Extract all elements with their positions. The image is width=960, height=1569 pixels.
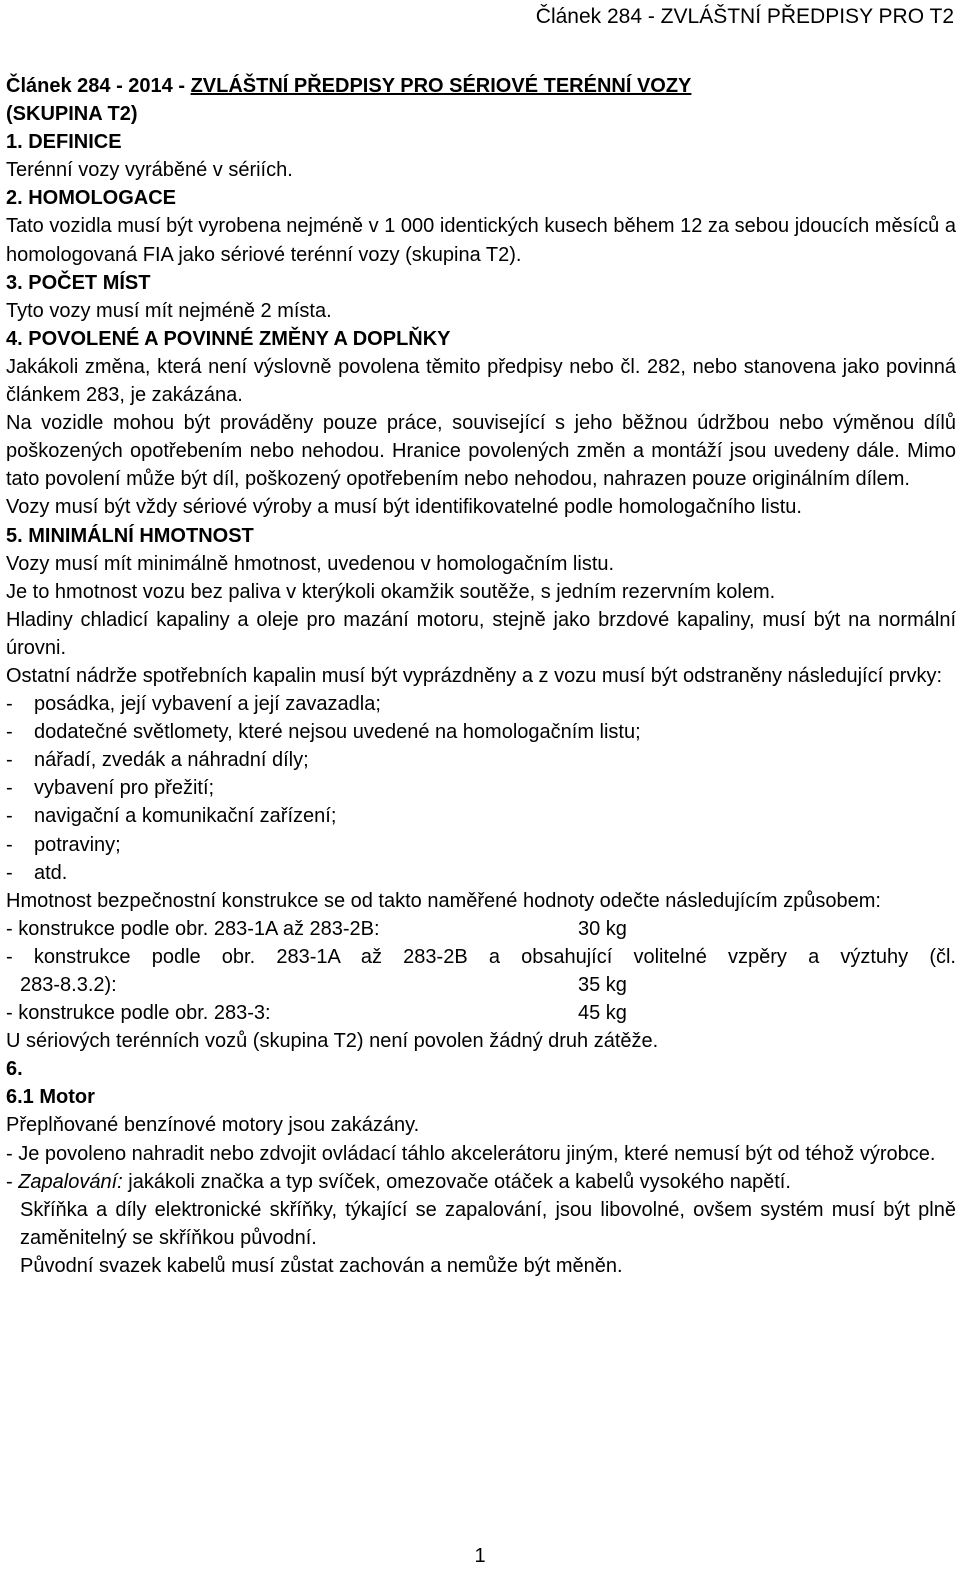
weight-row-label: - konstrukce podle obr. 283-3: [6, 1002, 271, 1025]
ignition-label: Zapalování: [18, 1170, 123, 1193]
article-title [6, 72, 956, 100]
list-item [6, 690, 956, 718]
list-dash: - [6, 833, 13, 856]
section-5-paragraph-3: Hladiny chladicí kapaliny a oleje pro mazání motoru, stejně jako brzdové kapaliny, musí být na normální úrovni. [6, 608, 956, 659]
document-body [6, 72, 956, 1280]
weight-row-label-cont: 283-8.3.2): [20, 974, 117, 996]
list-item [6, 802, 956, 830]
list-item [6, 831, 956, 859]
list-item-text: potraviny; [34, 833, 121, 856]
list-item [6, 718, 956, 746]
section-5-paragraph-2: Je to hmotnost vozu bez paliva v kterýkoli okamžik soutěže, s jedním rezervním kolem. [6, 580, 776, 603]
section-5-paragraph-5: Hmotnost bezpečnostní konstrukce se od takto naměřené hodnoty odečte následujícím způsobem: [6, 889, 881, 912]
list-dash: - [6, 693, 13, 716]
list-dash: - [6, 861, 13, 884]
list-item-text: dodatečné světlomety, které nejsou uvedené na homologačním listu; [34, 721, 641, 744]
section-6-1-paragraph-5: Původní svazek kabelů musí zůstat zachován a nemůže být měněn. [20, 1254, 623, 1277]
weight-row-value: 45 kg [578, 1002, 627, 1025]
list-item-text: vybavení pro přežití; [34, 777, 215, 800]
section-5-paragraph-1: Vozy musí mít minimálně hmotnost, uvedenou v homologačním listu. [6, 552, 615, 575]
removed-items-list [6, 690, 956, 887]
section-1-text: Terénní vozy vyráběné v sériích. [6, 159, 293, 182]
list-dash: - [6, 721, 13, 744]
list-item-text: posádka, její vybavení a její zavazadla; [34, 693, 381, 716]
section-4-paragraph-1: Jakákoli změna, která není výslovně povolena těmito předpisy nebo čl. 282, nebo stanovena jako povinná článkem 283, je zakázána. [6, 355, 956, 407]
section-3-heading: 3. POČET MÍST [6, 271, 151, 294]
running-header: Článek 284 - ZVLÁŠTNÍ PŘEDPISY PRO T2 [535, 5, 954, 28]
list-item-text: navigační a komunikační zařízení; [34, 805, 337, 828]
weight-row-value: 30 kg [578, 917, 627, 940]
list-dash: - [6, 777, 13, 800]
list-item [6, 859, 956, 887]
list-dash: - [6, 749, 13, 772]
weight-row-label: - konstrukce podle obr. 283-1A až 283-2B: [6, 917, 380, 940]
article-title-line2: (SKUPINA T2) [6, 103, 138, 126]
section-6-1-paragraph-2: - Je povoleno nahradit nebo zdvojit ovládací táhlo akcelerátoru jiným, které nemusí být od téhož výrobce. [6, 1142, 936, 1165]
section-5-paragraph-4: Ostatní nádrže spotřebních kapalin musí být vyprázdněny a z vozu musí být odstraněny následující prvky: [6, 664, 943, 687]
section-5-paragraph-6: U sériových terénních vozů (skupina T2) není povolen žádný druh zátěže. [6, 1030, 659, 1053]
section-2-text: Tato vozidla musí být vyrobena nejméně v 1 000 identických kusech během 12 za sebou jdoucích měsíců a homologovaná FIA jako sériové terénní vozy (skupina T2). [6, 215, 956, 266]
section-4-heading: 4. POVOLENÉ A POVINNÉ ZMĚNY A DOPLŇKY [6, 327, 451, 350]
section-2-heading: 2. HOMOLOGACE [6, 187, 177, 210]
section-6-heading: 6. [6, 1058, 23, 1081]
dash-prefix: - [6, 1170, 19, 1193]
weight-row-2-label: - konstrukce podle obr. 283-1A až 283-2B a obsahující volitelné vzpěry a výztuhy (čl. [6, 945, 956, 968]
section-6-1-paragraph-1: Přeplňované benzínové motory jsou zakázány. [6, 1114, 420, 1137]
list-item [6, 774, 956, 802]
list-item-text: nářadí, zvedák a náhradní díly; [34, 749, 309, 772]
weight-row-1 [6, 915, 956, 943]
list-dash: - [6, 805, 13, 828]
list-item [6, 746, 956, 774]
page-number: 1 [474, 1545, 486, 1567]
list-item-text: atd. [34, 861, 68, 884]
section-4-paragraph-3: Vozy musí být vždy sériové výroby a musí být identifikovatelné podle homologačního listu. [6, 496, 802, 519]
section-6-1-heading: 6.1 Motor [6, 1086, 95, 1109]
section-1-heading: 1. DEFINICE [6, 131, 122, 154]
weight-row-value: 35 kg [578, 974, 627, 996]
section-4-paragraph-2: Na vozidle mohou být prováděny pouze práce, související s jeho běžnou údržbou nebo výměnou dílů poškozených opotřebením nebo nehodou. Hranice povolených změn a montáží jsou uvedeny dále. Mimo tato povolení může být díl, poškozený opotřebením nebo nehodou, nahrazen pouze originálním dílem. [6, 412, 956, 491]
section-6-1-paragraph-4: Skříňka a díly elektronické skříňky, týkající se zapalování, jsou libovolné, ovšem systém musí být plně zaměnitelný se skříňkou původní. [20, 1198, 956, 1249]
section-3-text: Tyto vozy musí mít nejméně 2 místa. [6, 299, 332, 322]
weight-row-3 [6, 999, 956, 1027]
section-6-1-paragraph-3 [6, 1168, 956, 1196]
section-5-heading: 5. MINIMÁLNÍ HMOTNOST [6, 524, 254, 547]
weight-row-2 [6, 971, 956, 999]
article-title-underlined: ZVLÁŠTNÍ PŘEDPISY PRO SÉRIOVÉ TERÉNNÍ VOZY [190, 75, 692, 97]
ignition-text: jakákoli značka a typ svíček, omezovače otáček a kabelů vysokého napětí. [122, 1170, 791, 1193]
article-title-prefix: Článek 284 - 2014 - [6, 75, 191, 97]
